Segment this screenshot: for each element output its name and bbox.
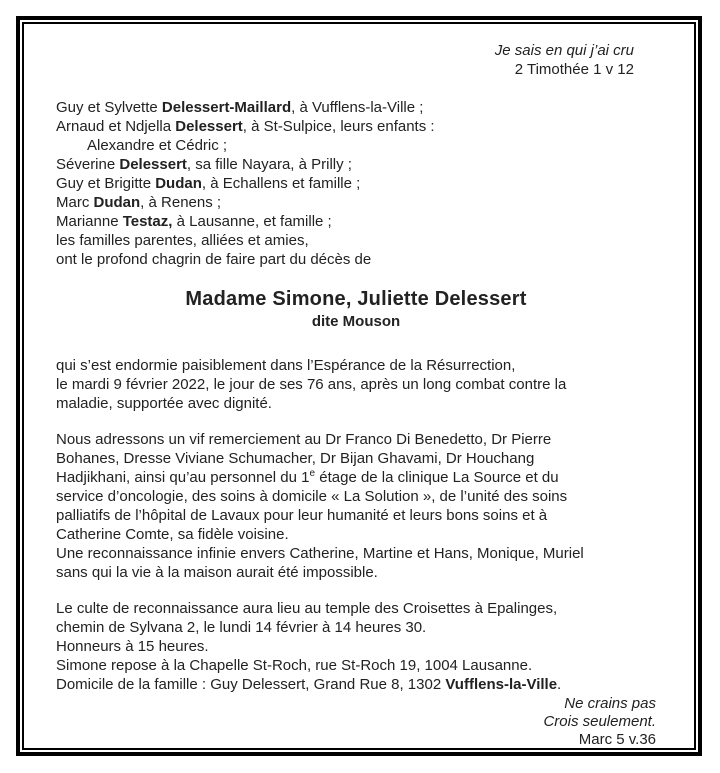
text-segment: maladie, supportée avec dignité. — [56, 395, 272, 412]
text-segment: à Lausanne, et famille ; — [172, 213, 332, 230]
text-segment: Ne crains pas — [564, 695, 656, 712]
family-announcement — [56, 98, 656, 269]
text-segment: chemin de Sylvana 2, le lundi 14 février à 14 heures 30. — [56, 619, 427, 636]
text-line — [56, 695, 656, 713]
text-line — [56, 544, 656, 563]
text-segment: Je sais en qui j’ai cru — [494, 42, 634, 59]
text-line — [56, 449, 656, 468]
text-segment: Marc — [56, 194, 94, 211]
text-line — [56, 731, 656, 749]
text-line — [56, 618, 656, 637]
text-line — [56, 525, 656, 544]
text-segment: Simone repose à la Chapelle St-Roch, rue St-Roch 19, 1004 Lausanne. — [56, 657, 533, 674]
text-segment: Marianne — [56, 213, 123, 230]
text-segment: Bohanes, Dresse Viviane Schumacher, Dr Bijan Ghavami, Dr Houchang — [56, 450, 535, 467]
text-line — [56, 155, 656, 174]
text-segment: Dudan — [93, 194, 141, 211]
text-segment: Arnaud et Ndjella — [56, 118, 176, 135]
text-line — [56, 675, 656, 694]
text-segment: Honneurs à 15 heures. — [56, 638, 209, 655]
paragraph-acknowledgements — [56, 430, 656, 582]
text-segment: Dudan — [155, 175, 202, 192]
text-segment: sans qui la vie à la maison aurait été impossible. — [56, 564, 378, 581]
paragraph-death-circumstances — [56, 356, 656, 413]
text-segment: Hadjikhani, ainsi qu’au personnel du 1 — [56, 469, 310, 486]
text-segment: ont le profond chagrin de faire part du décès de — [56, 251, 372, 268]
text-line — [56, 98, 656, 117]
text-line — [56, 487, 656, 506]
text-line — [56, 231, 656, 250]
scripture-epigraph-top — [56, 41, 634, 79]
text-line — [56, 656, 656, 675]
text-segment: Vufflens-la-Ville — [445, 676, 558, 693]
text-line — [56, 212, 656, 231]
text-segment: Guy et Sylvette — [56, 99, 162, 116]
text-segment: , à Renens ; — [140, 194, 222, 211]
text-segment: Delessert — [175, 118, 243, 135]
text-segment: , à Echallens et famille ; — [201, 175, 361, 192]
text-segment: Une reconnaissance infinie envers Catherine, Martine et Hans, Monique, Muriel — [56, 545, 584, 562]
text-line — [56, 136, 656, 155]
text-segment: , à St-Sulpice, leurs enfants : — [242, 118, 435, 135]
text-line — [56, 430, 656, 449]
text-segment: Testaz, — [122, 213, 173, 230]
deceased-name-block — [56, 287, 656, 331]
text-segment: étage de la clinique La Source et du — [315, 469, 559, 486]
text-segment: e — [309, 468, 316, 479]
text-segment: Séverine — [56, 156, 120, 173]
text-segment: , sa fille Nayara, à Prilly ; — [186, 156, 352, 173]
text-segment: Domicile de la famille : Guy Delessert, Grand Rue 8, 1302 — [56, 676, 446, 693]
text-segment: palliatifs de l’hôpital de Lavaux pour leur humanité et leurs bons soins et à — [56, 507, 548, 524]
text-segment: les familles parentes, alliées et amies, — [56, 232, 309, 249]
text-segment: Crois seulement. — [543, 713, 656, 730]
text-segment: qui s’est endormie paisiblement dans l’Espérance de la Résurrection, — [56, 357, 516, 374]
text-line — [56, 41, 634, 60]
announcement-content — [24, 24, 694, 748]
text-segment: , à Vufflens-la-Ville ; — [291, 99, 424, 116]
paragraph-ceremony-details — [56, 599, 656, 694]
text-segment: Alexandre et Cédric ; — [87, 137, 228, 154]
text-line — [56, 250, 656, 269]
text-line — [56, 506, 656, 525]
text-line — [56, 375, 656, 394]
text-segment: le mardi 9 février 2022, le jour de ses 76 ans, après un long combat contre la — [56, 376, 567, 393]
text-segment: Delessert — [119, 156, 187, 173]
text-segment: Guy et Brigitte — [56, 175, 156, 192]
text-line — [56, 356, 656, 375]
text-segment: Catherine Comte, sa fidèle voisine. — [56, 526, 289, 543]
text-segment: 2 Timothée 1 v 12 — [514, 61, 634, 78]
deceased-name: Madame Simone, Juliette Delessert — [185, 288, 527, 310]
text-segment: . — [557, 676, 562, 693]
text-line — [56, 563, 656, 582]
text-line — [56, 60, 634, 79]
text-line — [56, 637, 656, 656]
text-line — [56, 174, 656, 193]
text-line — [56, 117, 656, 136]
text-line — [56, 599, 656, 618]
text-line — [56, 394, 656, 413]
text-line — [56, 713, 656, 731]
text-segment: Le culte de reconnaissance aura lieu au temple des Croisettes à Epalinges, — [56, 600, 558, 617]
text-segment: service d’oncologie, des soins à domicile « La Solution », de l’unité des soins — [56, 488, 568, 505]
text-segment: Delessert-Maillard — [161, 99, 292, 116]
text-segment: Nous adressons un vif remerciement au Dr Franco Di Benedetto, Dr Pierre — [56, 431, 552, 448]
scripture-epigraph-bottom — [56, 695, 656, 749]
text-line — [56, 468, 656, 487]
text-segment: Marc 5 v.36 — [578, 731, 656, 748]
deceased-alias: dite Mouson — [311, 313, 401, 330]
text-line — [56, 193, 656, 212]
